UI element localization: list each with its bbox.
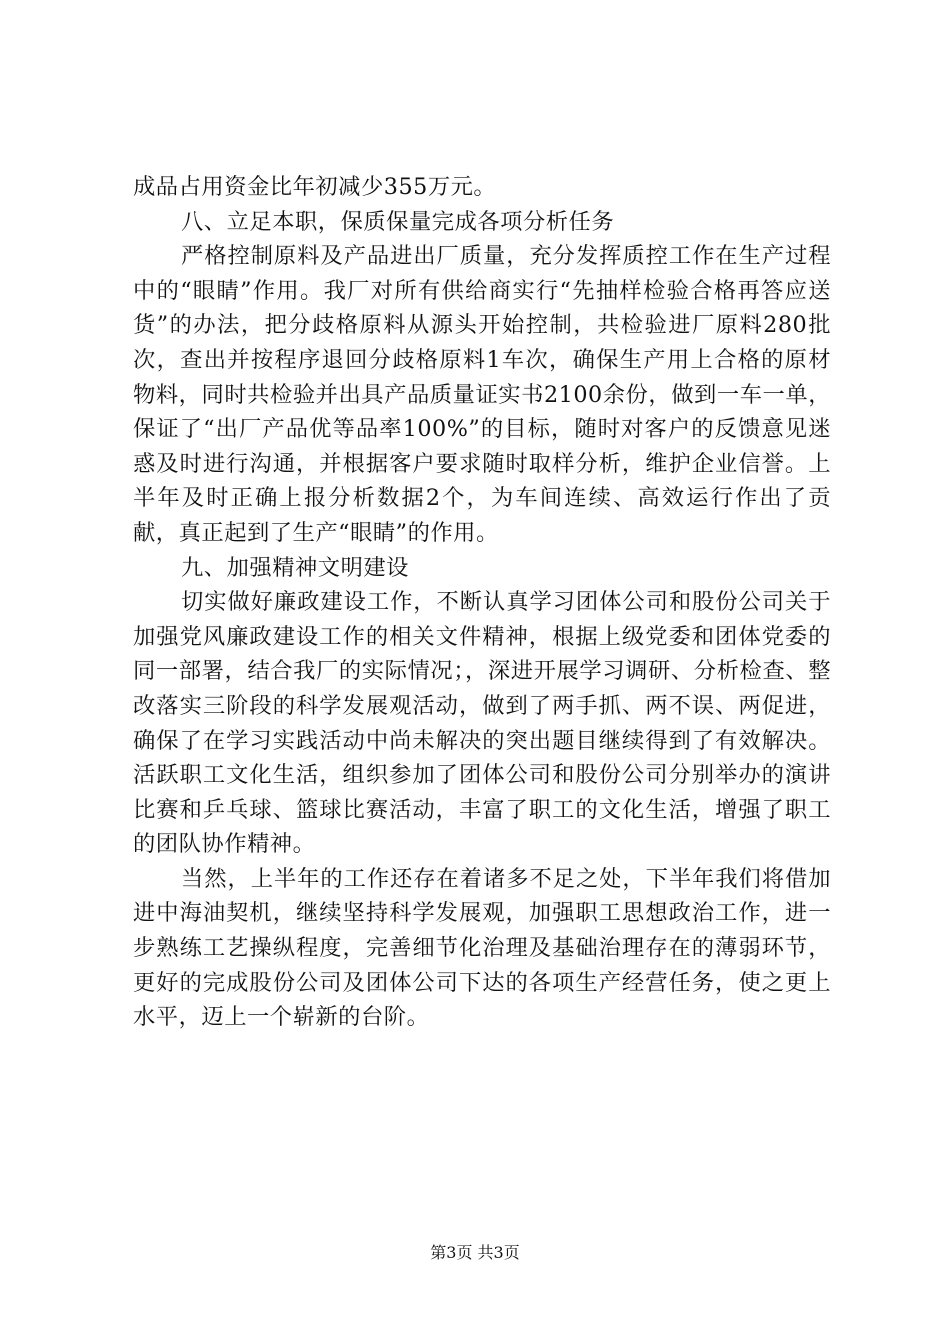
page-footer: 第3页 共3页 [430, 1243, 520, 1262]
paragraph-quality-control: 严格控制原料及产品进出厂质量，充分发挥质控工作在生产过程中的“眼睛”作用。我厂对所有供给商实行“先抽样检验合格再答应送货”的办法，把分歧格原料从源头开始控制，共检验进厂原料280批次，查出并按程序退回分歧格原料1车次，确保生产用上合格的原材物料，同时共检验并出具产品质量证实书2100余份，做到一车一单，保证了“出厂产品优等品率100%”的目标，随时对客户的反馈意见迷惑及时进行沟通，并根据客户要求随时取样分析，维护企业信誉。上半年及时正确上报分析数据2个，为车间连续、高效运行作出了贡献，真正起到了生产“眼睛”的作用。 [133, 243, 831, 546]
document-body [133, 170, 831, 1035]
paragraph-continuation: 成品占用资金比年初减少355万元。 [133, 174, 497, 200]
section-heading-9: 九、加强精神文明建设 [181, 554, 409, 581]
paragraph-conclusion: 当然，上半年的工作还存在着诸多不足之处，下半年我们将借加进中海油契机，继续坚持科学发展观，加强职工思想政治工作，进一步熟练工艺操纵程度，完善细节化治理及基础治理存在的薄弱环节，更好的完成股份公司及团体公司下达的各项生产经营任务，使之更上水平，迈上一个崭新的台阶。 [133, 865, 831, 1031]
paragraph-spiritual-civilization: 切实做好廉政建设工作，不断认真学习团体公司和股份公司关于加强党风廉政建设工作的相关文件精神，根据上级党委和团体党委的同一部署，结合我厂的实际情况；，深进开展学习调研、分析检查、整改落实三阶段的科学发展观活动，做到了两手抓、两不误、两促进，确保了在学习实践活动中尚未解决的突出题目继续得到了有效解决。活跃职工文化生活，组织参加了团体公司和股份公司分别举办的演讲比赛和乒乓球、篮球比赛活动，丰富了职工的文化生活，增强了职工的团队协作精神。 [133, 589, 831, 858]
section-heading-8: 八、立足本职，保质保量完成各项分析任务 [181, 208, 615, 235]
